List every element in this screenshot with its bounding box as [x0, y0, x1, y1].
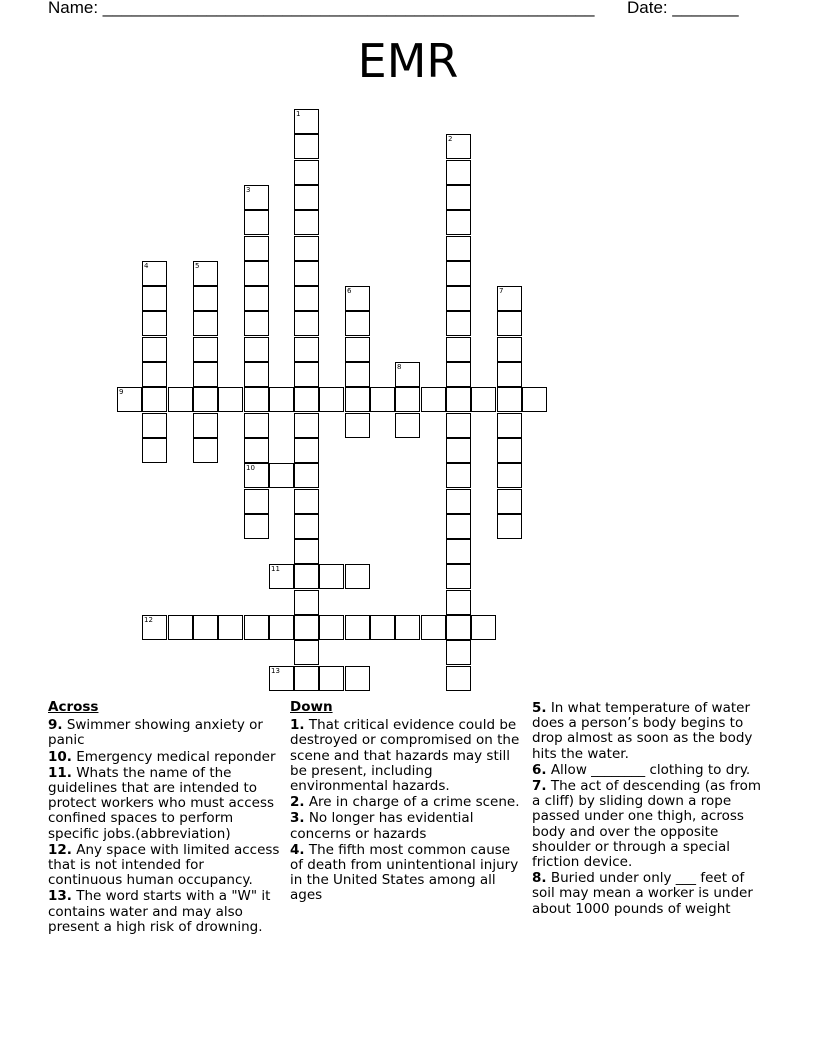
grid-cell[interactable] [497, 413, 522, 438]
grid-cell[interactable] [294, 387, 319, 412]
grid-cell[interactable] [244, 615, 269, 640]
grid-cell[interactable] [345, 413, 370, 438]
grid-cell[interactable] [244, 311, 269, 336]
grid-cell[interactable] [446, 590, 471, 615]
grid-cell[interactable] [294, 564, 319, 589]
grid-cell[interactable] [446, 185, 471, 210]
grid-cell[interactable] [269, 666, 294, 691]
grid-cell[interactable] [345, 311, 370, 336]
clue-number: 8 [397, 363, 402, 371]
grid-cell[interactable] [294, 261, 319, 286]
grid-cell[interactable] [193, 615, 218, 640]
grid-cell[interactable] [471, 387, 496, 412]
grid-cell[interactable] [142, 615, 167, 640]
grid-cell[interactable] [142, 387, 167, 412]
clue-item-number: 7. [532, 778, 547, 795]
down-clues-continued [532, 701, 764, 918]
clue-item-text: Allow ________ clothing to dry. [546, 761, 751, 778]
grid-cell[interactable] [446, 438, 471, 463]
clue-item [48, 889, 280, 935]
grid-cell[interactable] [142, 337, 167, 362]
grid-cell[interactable] [497, 362, 522, 387]
grid-cell[interactable] [446, 337, 471, 362]
grid-cell[interactable] [294, 185, 319, 210]
grid-cell[interactable] [193, 261, 218, 286]
grid-cell[interactable] [345, 387, 370, 412]
grid-cell[interactable] [269, 387, 294, 412]
clue-item-text: Buried under only ___ feet of soil may mean a worker is under about 1000 pounds of weight [532, 870, 753, 917]
grid-cell[interactable] [446, 387, 471, 412]
clue-item [290, 718, 522, 794]
clue-item-text: Emergency medical reponder [71, 748, 276, 765]
grid-cell[interactable] [142, 413, 167, 438]
grid-cell[interactable] [193, 438, 218, 463]
grid-cell[interactable] [446, 539, 471, 564]
grid-cell[interactable] [395, 615, 420, 640]
grid-cell[interactable] [294, 463, 319, 488]
grid-cell[interactable] [294, 109, 319, 134]
clue-item-number: 2. [290, 794, 305, 811]
grid-cell[interactable] [345, 564, 370, 589]
grid-cell[interactable] [395, 413, 420, 438]
clue-item [48, 750, 280, 765]
clue-item-text: In what temperature of water does a person’s body begins to drop almost as soon as the body hits the water. [532, 700, 753, 762]
grid-cell[interactable] [142, 362, 167, 387]
clue-item-text: Are in charge of a crime scene. [304, 794, 520, 811]
grid-cell[interactable] [446, 286, 471, 311]
page-title: EMR [357, 34, 459, 88]
clue-item-number: 1. [290, 717, 305, 734]
grid-cell[interactable] [345, 337, 370, 362]
grid-cell[interactable] [244, 387, 269, 412]
grid-cell[interactable] [244, 286, 269, 311]
grid-cell[interactable] [345, 615, 370, 640]
grid-cell[interactable] [446, 311, 471, 336]
grid-cell[interactable] [244, 236, 269, 261]
grid-cell[interactable] [244, 261, 269, 286]
grid-cell[interactable] [193, 311, 218, 336]
grid-cell[interactable] [294, 615, 319, 640]
grid-cell[interactable] [319, 666, 344, 691]
clue-item-text: The fifth most common cause of death from unintentional injury in the United States among all ages [290, 841, 519, 904]
grid-cell[interactable] [446, 362, 471, 387]
clue-number: 3 [246, 186, 251, 194]
grid-cell[interactable] [446, 413, 471, 438]
clue-item-text: Swimmer showing anxiety or panic [48, 717, 263, 749]
grid-cell[interactable] [446, 160, 471, 185]
grid-cell[interactable] [193, 413, 218, 438]
clue-item [290, 795, 522, 810]
grid-cell[interactable] [497, 514, 522, 539]
grid-cell[interactable] [294, 438, 319, 463]
clue-item [48, 843, 280, 889]
grid-cell[interactable] [294, 413, 319, 438]
grid-cell[interactable] [193, 337, 218, 362]
clue-number: 7 [499, 287, 504, 295]
grid-cell[interactable] [244, 210, 269, 235]
grid-cell[interactable] [294, 640, 319, 665]
grid-cell[interactable] [294, 539, 319, 564]
grid-cell[interactable] [421, 615, 446, 640]
grid-cell[interactable] [421, 387, 446, 412]
clue-item [48, 766, 280, 842]
clue-item-text: The word starts with a "W" it contains water and may also present a high risk of drowning. [48, 888, 271, 935]
grid-cell[interactable] [244, 438, 269, 463]
grid-cell[interactable] [193, 387, 218, 412]
grid-cell[interactable] [168, 615, 193, 640]
name-label: Name: ____________________________________________________ [48, 0, 595, 17]
grid-cell[interactable] [446, 615, 471, 640]
date-label: Date: _______ [627, 0, 739, 17]
grid-cell[interactable] [446, 666, 471, 691]
clue-item [532, 701, 764, 762]
grid-cell[interactable] [345, 666, 370, 691]
grid-cell[interactable] [294, 590, 319, 615]
grid-cell[interactable] [446, 514, 471, 539]
across-clues [48, 700, 280, 936]
clue-item-number: 12. [48, 841, 72, 858]
clue-item [532, 763, 764, 778]
grid-cell[interactable] [345, 362, 370, 387]
clue-item-text: No longer has evidential concerns or hazards [290, 810, 474, 842]
grid-cell[interactable] [294, 210, 319, 235]
grid-cell[interactable] [142, 261, 167, 286]
grid-cell[interactable] [244, 489, 269, 514]
grid-cell[interactable] [446, 236, 471, 261]
grid-cell[interactable] [497, 463, 522, 488]
clue-number: 2 [448, 135, 453, 143]
grid-cell[interactable] [218, 387, 243, 412]
clue-item [532, 779, 764, 870]
grid-cell[interactable] [294, 236, 319, 261]
grid-cell[interactable] [497, 286, 522, 311]
grid-cell[interactable] [269, 564, 294, 589]
down-heading: Down [290, 699, 333, 715]
clue-item-number: 6. [532, 761, 547, 778]
clue-item-text: Any space with limited access that is not intended for continuous human occupancy. [48, 841, 280, 889]
grid-cell[interactable] [294, 362, 319, 387]
grid-cell[interactable] [294, 337, 319, 362]
clue-item-text: The act of descending (as from a cliff) by sliding down a rope passed under one thigh, across body and over the opposite shoulder or through a special friction device. [532, 778, 762, 871]
grid-cell[interactable] [471, 615, 496, 640]
grid-cell[interactable] [193, 286, 218, 311]
grid-cell[interactable] [370, 615, 395, 640]
grid-cell[interactable] [244, 337, 269, 362]
clue-item-number: 10. [48, 748, 72, 765]
clue-item [48, 718, 280, 748]
clue-number: 10 [246, 464, 255, 472]
grid-cell[interactable] [497, 387, 522, 412]
clue-number: 1 [296, 110, 301, 118]
grid-cell[interactable] [244, 463, 269, 488]
clue-number: 12 [144, 616, 153, 624]
grid-cell[interactable] [497, 438, 522, 463]
clue-number: 6 [347, 287, 352, 295]
clue-item-number: 13. [48, 888, 72, 905]
grid-cell[interactable] [193, 362, 218, 387]
grid-cell[interactable] [395, 362, 420, 387]
clue-number: 13 [271, 667, 280, 675]
grid-cell[interactable] [319, 387, 344, 412]
grid-cell[interactable] [446, 463, 471, 488]
grid-cell[interactable] [269, 463, 294, 488]
clue-item-number: 8. [532, 870, 547, 887]
across-heading: Across [48, 699, 99, 715]
grid-cell[interactable] [319, 615, 344, 640]
clue-item-text: Whats the name of the guidelines that are intended to protect workers who must access confined spaces to perform specific jobs.(abbreviation) [48, 764, 275, 842]
grid-cell[interactable] [345, 286, 370, 311]
grid-cell[interactable] [446, 564, 471, 589]
grid-cell[interactable] [497, 311, 522, 336]
grid-cell[interactable] [294, 666, 319, 691]
grid-cell[interactable] [446, 640, 471, 665]
grid-cell[interactable] [446, 489, 471, 514]
grid-cell[interactable] [497, 489, 522, 514]
clue-item-number: 4. [290, 841, 305, 858]
grid-cell[interactable] [244, 413, 269, 438]
grid-cell[interactable] [294, 311, 319, 336]
grid-cell[interactable] [294, 514, 319, 539]
grid-cell[interactable] [142, 286, 167, 311]
clue-item-number: 11. [48, 764, 72, 781]
clue-item [532, 871, 764, 917]
clue-number: 4 [144, 262, 149, 270]
grid-cell[interactable] [446, 261, 471, 286]
down-clues [290, 700, 522, 905]
grid-cell[interactable] [244, 514, 269, 539]
grid-cell[interactable] [117, 387, 142, 412]
grid-cell[interactable] [244, 362, 269, 387]
grid-cell[interactable] [522, 387, 547, 412]
grid-cell[interactable] [244, 185, 269, 210]
clue-item [290, 843, 522, 904]
clue-item-number: 9. [48, 717, 63, 734]
grid-cell[interactable] [395, 387, 420, 412]
grid-cell[interactable] [497, 337, 522, 362]
clue-item-number: 3. [290, 810, 305, 827]
grid-cell[interactable] [446, 134, 471, 159]
grid-cell[interactable] [269, 615, 294, 640]
grid-cell[interactable] [294, 160, 319, 185]
clue-item-text: That critical evidence could be destroyed or compromised on the scene and that hazards may still be present, including environmental hazards. [290, 717, 520, 795]
grid-cell[interactable] [319, 564, 344, 589]
grid-cell[interactable] [142, 438, 167, 463]
clue-number: 5 [195, 262, 200, 270]
grid-cell[interactable] [370, 387, 395, 412]
grid-cell[interactable] [294, 134, 319, 159]
grid-cell[interactable] [168, 387, 193, 412]
clue-item [290, 811, 522, 841]
clue-item-number: 5. [532, 700, 547, 716]
grid-cell[interactable] [218, 615, 243, 640]
grid-cell[interactable] [294, 489, 319, 514]
clue-number: 9 [119, 388, 124, 396]
clue-number: 11 [271, 565, 280, 573]
grid-cell[interactable] [446, 210, 471, 235]
grid-cell[interactable] [142, 311, 167, 336]
grid-cell[interactable] [294, 286, 319, 311]
